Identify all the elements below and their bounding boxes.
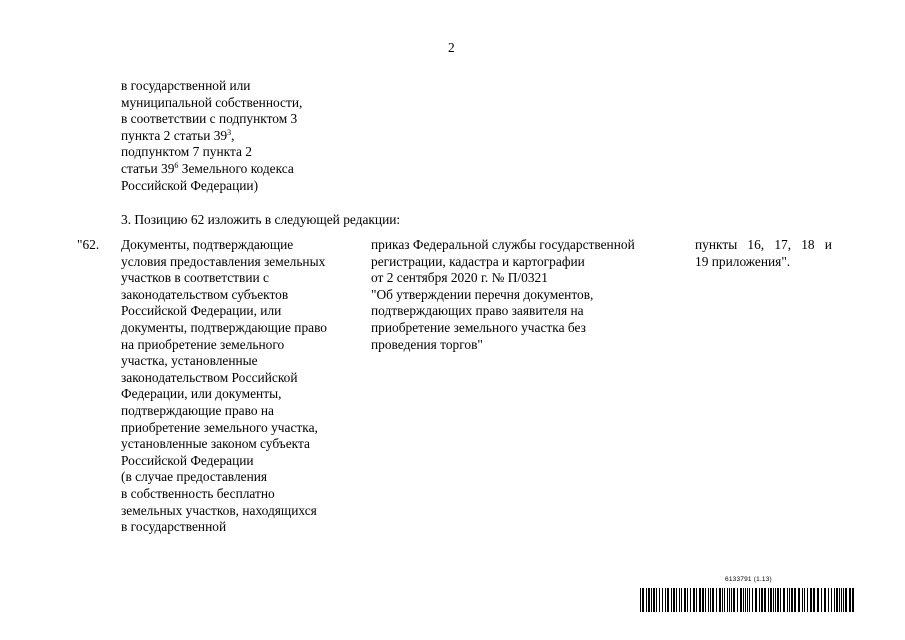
- barcode-bar: [656, 588, 657, 612]
- barcode-bar: [642, 588, 644, 612]
- text-line: (в случае предоставления: [121, 469, 268, 485]
- barcode-bar: [759, 588, 760, 612]
- text-line: законодательством Российской: [121, 369, 298, 385]
- text-line: Документы, подтверждающие: [121, 237, 294, 252]
- barcode-bar: [710, 588, 711, 612]
- word: 18: [801, 237, 815, 252]
- page-number: 2: [448, 40, 455, 55]
- barcode-bar: [659, 588, 660, 612]
- barcode-bar: [810, 588, 812, 612]
- text-line: Федерации, или документы,: [121, 386, 282, 402]
- barcode-bar: [646, 588, 647, 612]
- text-line: подтверждающих право заявителя на: [371, 303, 584, 319]
- barcode-bar: [651, 588, 652, 612]
- word: пункты: [695, 237, 738, 252]
- amendment-instruction: 3. Позицию 62 изложить в следующей редакции:: [121, 212, 401, 227]
- barcode-bar: [648, 588, 650, 612]
- text-line: условия предоставления земельных: [121, 253, 326, 269]
- barcode-bar: [722, 588, 723, 612]
- barcode-bar: [843, 588, 844, 612]
- barcode-bar: [667, 588, 669, 612]
- barcode-bar: [684, 588, 686, 612]
- barcode-bar: [676, 588, 677, 612]
- barcode-bar: [665, 588, 666, 612]
- documents-column: [121, 237, 361, 536]
- barcode-bar: [740, 588, 742, 612]
- barcode-bar: [770, 588, 772, 612]
- barcode-bar: [821, 588, 822, 612]
- barcode-bar: [708, 588, 709, 612]
- word: и: [824, 237, 832, 252]
- barcode-bar: [804, 588, 805, 612]
- barcode-bar: [828, 588, 829, 612]
- superscript: 6: [174, 160, 179, 170]
- barcode-bar: [693, 588, 695, 612]
- barcode-bar: [802, 588, 803, 612]
- barcode-bar: [852, 588, 854, 612]
- text-line: муниципальной собственности,: [121, 94, 303, 110]
- text-line: от 2 сентября 2020 г. № П/0321: [371, 270, 548, 286]
- barcode-bar: [687, 588, 688, 612]
- barcode-bar: [653, 588, 655, 612]
- word: 16,: [747, 237, 765, 252]
- barcode-bar: [773, 588, 774, 612]
- barcode-bar: [705, 588, 706, 612]
- barcode-bar: [749, 588, 750, 612]
- barcode-bar: [831, 588, 832, 612]
- text-line: "Об утверждении перечня документов,: [371, 286, 594, 302]
- text-line: приобретение земельного участка без: [371, 319, 586, 335]
- text-line: на приобретение земельного: [121, 336, 285, 352]
- text-line: участка, установленные: [121, 353, 258, 369]
- text-fragment: пункта 2 статьи 39: [121, 127, 228, 143]
- text-line: в собственность бесплатно: [121, 485, 275, 501]
- barcode-bar: [845, 588, 847, 612]
- barcode-bar: [798, 588, 800, 612]
- text-line: 19 приложения".: [695, 253, 791, 269]
- barcode-bar: [849, 588, 851, 612]
- barcode-bar: [839, 588, 840, 612]
- barcode-bar: [794, 588, 796, 612]
- barcode-bar: [764, 588, 766, 612]
- text-line: подпунктом 7 пункта 2: [121, 144, 252, 160]
- barcode-bar: [761, 588, 763, 612]
- barcode-bar: [679, 588, 680, 612]
- barcode-bar: [768, 588, 769, 612]
- barcode: [640, 588, 856, 612]
- barcode-bar: [699, 588, 701, 612]
- barcode-bar: [724, 588, 725, 612]
- barcode-bar: [755, 588, 757, 612]
- superscript: 3: [227, 127, 232, 137]
- barcode-bar: [841, 588, 842, 612]
- points-column: [695, 237, 845, 270]
- barcode-bar: [719, 588, 721, 612]
- text-line: [121, 161, 381, 178]
- barcode-bar: [789, 588, 790, 612]
- previous-table-continuation: [121, 78, 381, 194]
- barcode-bar: [743, 588, 744, 612]
- text-line: в государственной: [121, 519, 227, 535]
- text-line: регистрации, кадастра и картографии: [371, 253, 585, 269]
- barcode-bar: [775, 588, 776, 612]
- barcode-bar: [780, 588, 781, 612]
- row-number: "62.: [77, 237, 100, 252]
- barcode-bar: [690, 588, 691, 612]
- barcode-bar: [673, 588, 675, 612]
- barcode-bar: [640, 588, 641, 612]
- barcode-bar: [729, 588, 730, 612]
- text-line: в государственной или: [121, 78, 251, 93]
- text-line: в соответствии с подпунктом 3: [121, 111, 298, 127]
- barcode-bar: [681, 588, 682, 612]
- barcode-bar: [731, 588, 732, 612]
- text-line: участков в соответствии с: [121, 270, 269, 286]
- barcode-bar: [737, 588, 738, 612]
- barcode-bar: [702, 588, 704, 612]
- barcode-bar: [712, 588, 714, 612]
- text-fragment: Земельного кодекса: [178, 160, 294, 176]
- barcode-bar: [733, 588, 735, 612]
- text-line: приобретение земельного участка,: [121, 419, 318, 435]
- text-line: Российской Федерации): [121, 177, 259, 193]
- barcode-bar: [783, 588, 785, 612]
- text-fragment: статьи 39: [121, 160, 175, 176]
- text-fragment: ,: [231, 127, 235, 143]
- text-line: документы, подтверждающие право: [121, 319, 328, 335]
- barcode-bar: [791, 588, 793, 612]
- text-line: [121, 128, 381, 145]
- barcode-bar: [662, 588, 663, 612]
- text-line: проведения торгов": [371, 336, 483, 352]
- barcode-bar: [787, 588, 788, 612]
- text-line: [695, 237, 832, 254]
- text-line: Российской Федерации, или: [121, 303, 282, 319]
- text-line: Российской Федерации: [121, 452, 254, 468]
- barcode-bar: [747, 588, 748, 612]
- barcode-bar: [716, 588, 717, 612]
- word: 17,: [774, 237, 792, 252]
- text-line: законодательством субъектов: [121, 286, 289, 302]
- text-line: приказ Федеральной службы государственной: [371, 237, 635, 252]
- barcode-bar: [752, 588, 753, 612]
- text-line: подтверждающие право на: [121, 402, 274, 418]
- barcode-bar: [807, 588, 808, 612]
- barcode-caption: 6133791 (1.13): [725, 576, 772, 583]
- barcode-bar: [671, 588, 672, 612]
- barcode-bar: [817, 588, 819, 612]
- barcode-bar: [696, 588, 697, 612]
- barcode-bar: [777, 588, 779, 612]
- barcode-bar: [727, 588, 728, 612]
- barcode-bar: [834, 588, 835, 612]
- legal-act-column: [371, 237, 681, 353]
- barcode-bar: [813, 588, 815, 612]
- text-line: установленные законом субъекта: [121, 436, 310, 452]
- text-line: земельных участков, находящихся: [121, 502, 317, 518]
- barcode-bar: [745, 588, 746, 612]
- barcode-bar: [836, 588, 838, 612]
- barcode-bar: [824, 588, 826, 612]
